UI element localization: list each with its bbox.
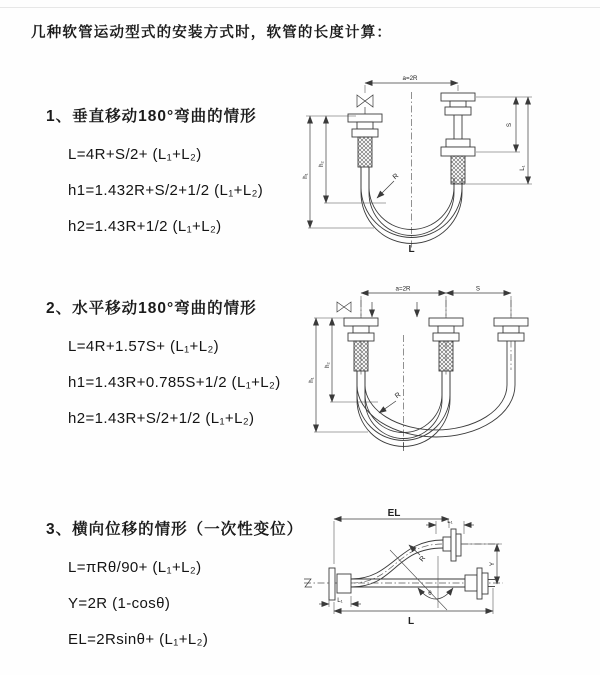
left-flange — [344, 318, 378, 371]
formula-y: Y=2R (1-cosθ) — [68, 595, 171, 612]
radius-label: R — [391, 172, 401, 182]
right-flange-upper — [441, 93, 475, 139]
dimension-lines — [314, 293, 511, 432]
right-flange-lower — [441, 139, 475, 184]
dim-label-l1-top: L₁ — [447, 518, 453, 525]
left-flange — [329, 568, 351, 600]
formula-h1: h1=1.432R+S/2+1/2 (L₁+L₂) — [68, 182, 264, 199]
right-flange-displaced — [443, 529, 461, 561]
right-flange-original — [465, 568, 488, 599]
dim-label-a2r: a=2R — [395, 285, 411, 293]
dim-label-h2: h₂ — [318, 161, 325, 167]
section-2-heading: 2、水平移动180°弯曲的情形 — [46, 300, 257, 317]
dim-label-s: S — [506, 122, 513, 128]
diagram-vertical-180-bend — [298, 68, 543, 258]
formula-length: L=πRθ/90+ (L₁+L₂) — [68, 559, 202, 576]
diagram-lateral-displacement — [296, 500, 561, 648]
right-flange-shifted — [494, 318, 528, 355]
dim-label-y: Y — [489, 561, 496, 567]
dim-label-l1: L₁ — [519, 165, 526, 171]
dim-label-s: S — [475, 285, 481, 293]
hose-s-curve — [351, 540, 443, 587]
length-label: L — [407, 616, 415, 627]
dim-label-h1: h₁ — [302, 173, 309, 179]
hose-u-bend — [357, 355, 515, 451]
left-flange — [348, 114, 382, 167]
formula-h1: h1=1.43R+0.785S+1/2 (L₁+L₂) — [68, 374, 281, 391]
formula-h2: h2=1.43R+S/2+1/2 (L₁+L₂) — [68, 410, 255, 427]
dim-label-h1: h₁ — [308, 377, 315, 383]
dimension-lines — [306, 83, 532, 228]
middle-flange — [429, 318, 463, 371]
scan-artifact-line — [0, 7, 600, 8]
section-3-heading: 3、横向位移的情形（一次性变位） — [46, 521, 304, 538]
valve-icon — [357, 95, 373, 114]
radius-label: R — [394, 391, 403, 401]
section-1-heading: 1、垂直移动180°弯曲的情形 — [46, 108, 257, 125]
dim-label-l1-left: L₁ — [337, 597, 343, 604]
radius-label: R — [418, 554, 428, 564]
dim-label-a2r: a=2R — [402, 75, 418, 82]
formula-length: L=4R+1.57S+ (L₁+L₂) — [68, 338, 220, 355]
valve-icon — [337, 302, 351, 312]
length-label: L — [408, 244, 415, 255]
formula-length: L=4R+S/2+ (L₁+L₂) — [68, 146, 202, 163]
dim-label-el: EL — [387, 508, 401, 519]
formula-h2: h2=1.43R+1/2 (L₁+L₂) — [68, 218, 222, 235]
dimension-lines — [319, 519, 502, 614]
page-title: 几种软管运动型式的安装方式时，软管的长度计算： — [31, 25, 393, 41]
dim-label-h2: h₂ — [324, 362, 331, 368]
angle-theta-label: θ — [428, 590, 432, 597]
diagram-horizontal-180-bend — [306, 280, 554, 452]
formula-el: EL=2Rsinθ+ (L₁+L₂) — [68, 631, 209, 648]
